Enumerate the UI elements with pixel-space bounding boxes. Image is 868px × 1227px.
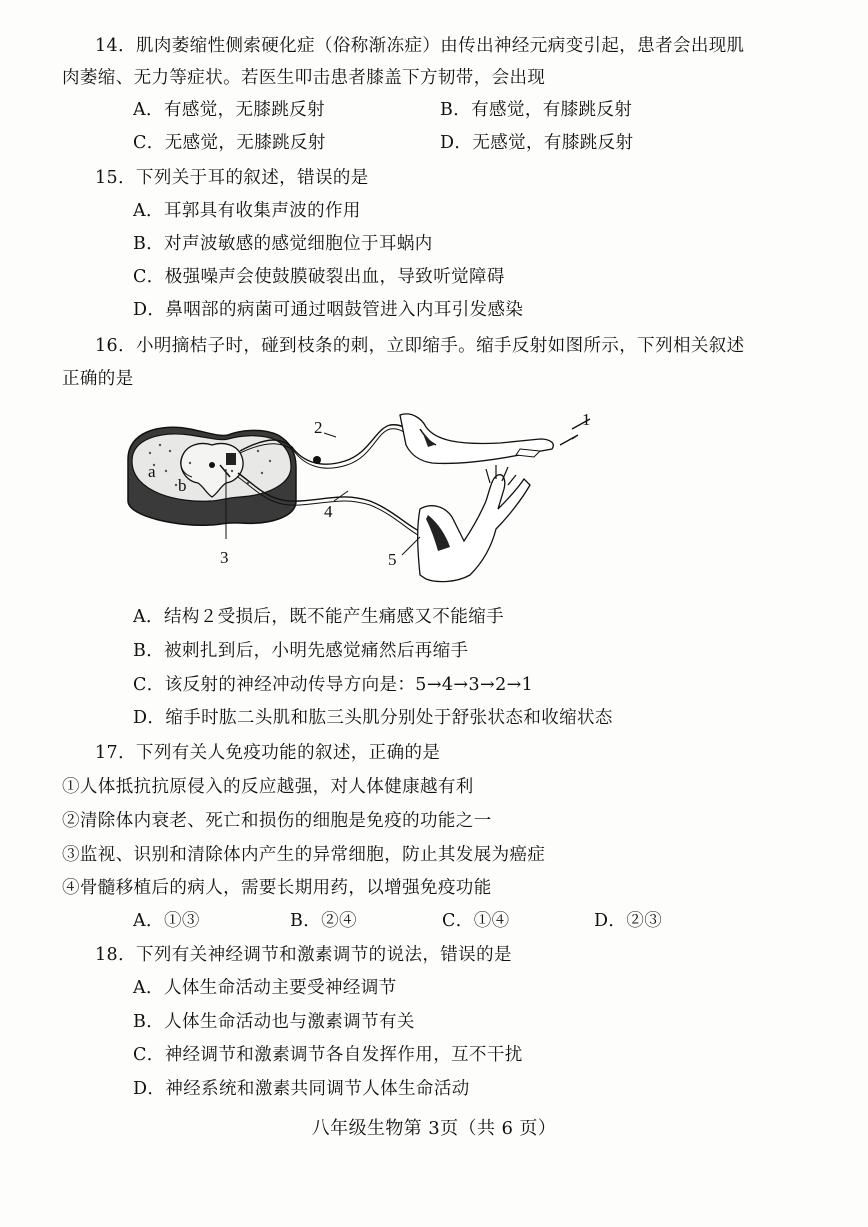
label-5: 5 (388, 550, 397, 569)
q15-option-b: B．对声波敏感的感觉细胞位于耳蜗内 (133, 234, 433, 254)
q16-stem-line1: 16．小明摘桔子时，碰到枝条的刺，立即缩手。缩手反射如图所示，下列相关叙述 (95, 336, 745, 356)
q14-stem-line1: 14．肌肉萎缩性侧索硬化症（俗称渐冻症）由传出神经元病变引起，患者会出现肌 (95, 36, 745, 56)
label-4: 4 (324, 502, 333, 521)
q15-option-c: C．极强噪声会使鼓膜破裂出血，导致听觉障碍 (133, 267, 505, 287)
q18-option-c: C．神经调节和激素调节各自发挥作用，互不干扰 (133, 1045, 523, 1065)
label-1: 1 (582, 410, 591, 429)
q18-option-b: B．人体生命活动也与激素调节有关 (133, 1012, 415, 1032)
q15-option-a: A．耳郭具有收集声波的作用 (133, 201, 361, 221)
q14-option-c: C．无感觉，无膝跳反射 (133, 133, 326, 153)
q14-option-a: A．有感觉，无膝跳反射 (133, 100, 326, 120)
q16-option-d: D．缩手时肱二头肌和肱三头肌分别处于舒张状态和收缩状态 (133, 708, 613, 728)
q17-option-d: D．②③ (594, 911, 663, 931)
q18-stem: 18．下列有关神经调节和激素调节的说法，错误的是 (95, 945, 512, 965)
q14-option-b: B．有感觉，有膝跳反射 (440, 100, 633, 120)
q14-stem-line2: 肉萎缩、无力等症状。若医生叩击患者膝盖下方韧带，会出现 (62, 68, 546, 88)
q17-statement-1: ①人体抵抗抗原侵入的反应越强，对人体健康越有利 (62, 777, 474, 797)
label-b: b (178, 476, 187, 495)
q16-option-a: A．结构２受损后，既不能产生痛感又不能缩手 (133, 607, 505, 627)
q16-stem-line2: 正确的是 (62, 369, 134, 389)
q14-option-d: D．无感觉，有膝跳反射 (440, 133, 634, 153)
reflex-arc-figure (120, 405, 600, 587)
q18-option-a: A．人体生命活动主要受神经调节 (133, 978, 397, 998)
q15-stem: 15．下列关于耳的叙述，错误的是 (95, 168, 369, 188)
q17-option-c: C．①④ (442, 911, 510, 931)
q17-stem: 17．下列有关人免疫功能的叙述，正确的是 (95, 743, 441, 763)
q17-option-a: A．①③ (133, 911, 200, 931)
q17-statement-2: ②清除体内衰老、死亡和损伤的细胞是免疫的功能之一 (62, 811, 492, 831)
q17-statement-4: ④骨髓移植后的病人，需要长期用药，以增强免疫功能 (62, 878, 492, 898)
q15-option-d: D．鼻咽部的病菌可通过咽鼓管进入内耳引发感染 (133, 300, 524, 320)
page-footer: 八年级生物第 3页（共 6 页） (311, 1118, 557, 1139)
q17-option-b: B．②④ (290, 911, 357, 931)
label-3: 3 (220, 548, 229, 567)
arm-upper (400, 414, 590, 463)
label-2: 2 (314, 418, 323, 437)
q17-statement-3: ③监视、识别和清除体内产生的异常细胞，防止其发展为癌症 (62, 845, 546, 865)
q16-option-b: B．被刺扎到后，小明先感觉痛然后再缩手 (133, 641, 469, 661)
q18-option-d: D．神经系统和激素共同调节人体生命活动 (133, 1079, 470, 1099)
arm-lower (418, 465, 530, 582)
label-a: a (148, 462, 156, 481)
q16-option-c: C．该反射的神经冲动传导方向是：5→4→3→2→1 (133, 675, 534, 695)
